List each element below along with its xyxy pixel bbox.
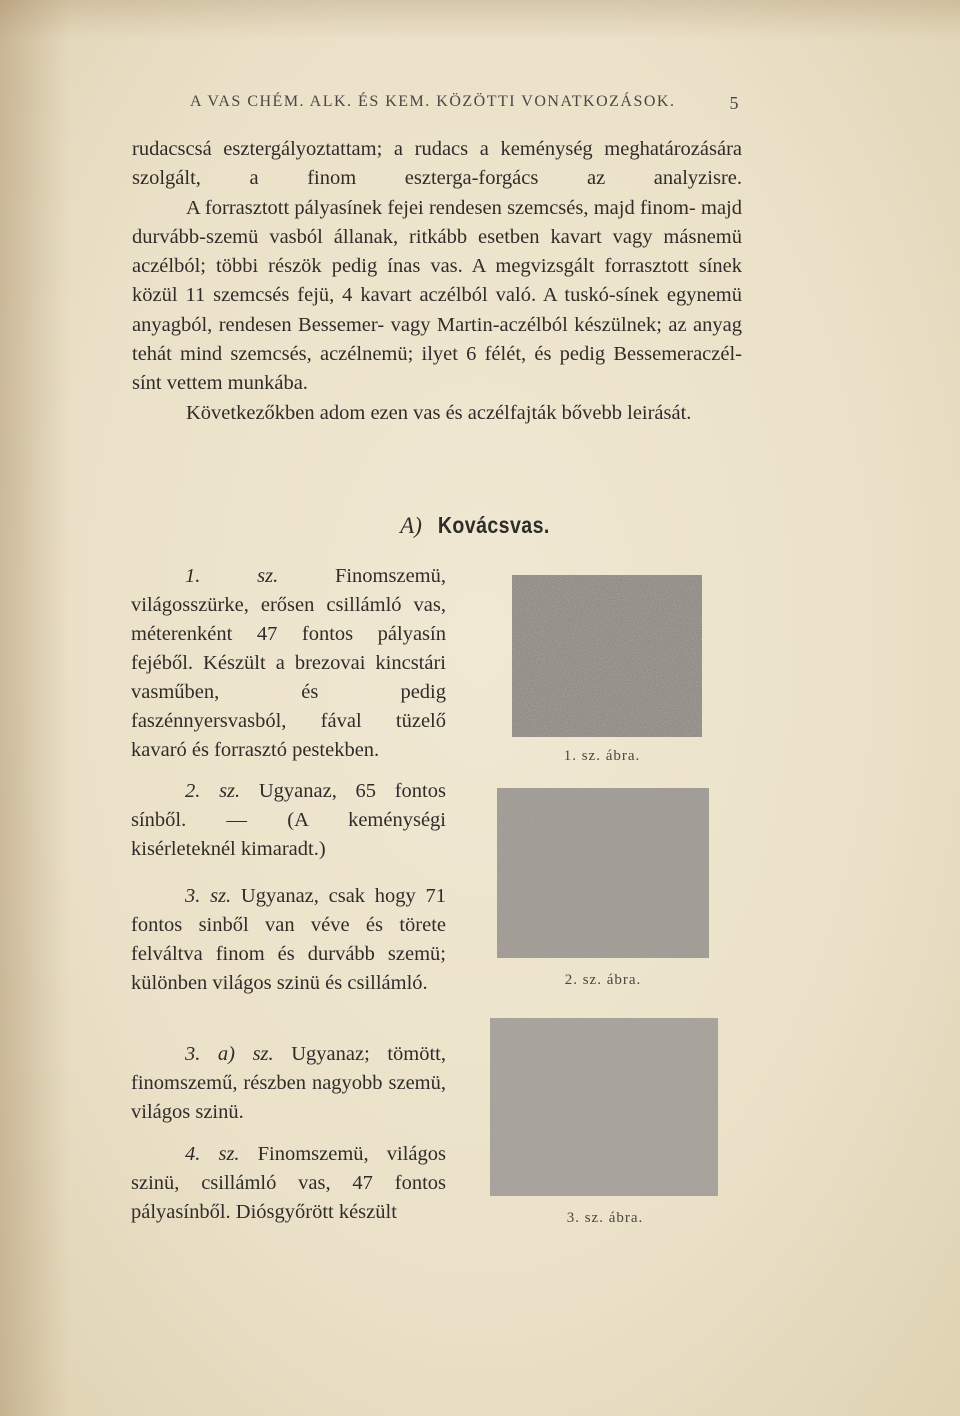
section-letter: A) — [400, 513, 422, 538]
item-number: 2. sz. — [185, 780, 241, 802]
figure-1-specimen-image — [512, 575, 702, 737]
item-text: Ugyanaz, 65 fontos sínből. — (A keménységi kisérleteknél kimaradt.) — [131, 780, 446, 860]
item-1 — [131, 562, 446, 765]
page-top-shadow — [0, 0, 960, 40]
item-number: 1. sz. — [185, 565, 279, 587]
figure-2-specimen-image — [497, 788, 709, 958]
figure-3-specimen-image — [490, 1018, 718, 1196]
item-text: Finomszemü, világos szinü, csillámló vas, 47 fontos pályasínből. Diósgyőrött készült — [131, 1143, 446, 1223]
item-text: Ugyanaz, csak hogy 71 fontos sinből van véve és törete felváltva finom és durvább szemü; különben világos szinü és csillámló. — [131, 885, 446, 994]
item-number: 3. a) sz. — [185, 1043, 274, 1065]
item-number: 4. sz. — [185, 1143, 240, 1165]
figure-2-caption: 2. sz. ábra. — [564, 972, 642, 988]
page-edge-shadow — [0, 0, 70, 1416]
section-title: Kovácsvas. — [438, 512, 550, 538]
figure-3-caption: 3. sz. ábra. — [566, 1210, 644, 1226]
intro-paragraph-2: A forrasztott pályasínek fejei rendesen szemcsés, majd finom- majd durvább-szemü vasból állanak, ritkább esetben kavart vagy másnemü aczélból; többi részök pedig ínas vas. A megvizsgált forrasztott sínek közül 11 szemcsés fejü, 4 kavart aczélból való. A tuskó-sínek egynemü anyagból, rendesen Bessemer- vagy Martin-aczélból készülnek; az anyag tehát mind szemcsés, aczélnemü; ilyet 6 félét, és pedig Bessemeraczél-sínt vettem munkába. — [132, 196, 742, 395]
page-number: 5 — [729, 93, 740, 113]
item-4 — [131, 1140, 446, 1227]
item-3 — [131, 882, 446, 998]
item-2 — [131, 777, 446, 864]
running-title: A VAS CHÉM. ALK. ÉS KEM. KÖZÖTTI VONATKOZÁSOK. — [190, 93, 676, 110]
section-heading — [0, 512, 960, 539]
item-number: 3. sz. — [185, 885, 232, 907]
intro-paragraph-1: rudacscsá esztergályoztattam; a rudacs a keménység meghatározására szolgált, a finom eszterga-forgács az analyzisre. — [132, 138, 742, 190]
intro-text — [132, 135, 742, 428]
figure-1-caption: 1. sz. ábra. — [563, 748, 641, 764]
item-3a — [131, 1040, 446, 1127]
intro-paragraph-3: Következőkben adom ezen vas és aczélfajták bővebb leirását. — [186, 401, 692, 424]
item-text: Finomszemü, világosszürke, erősen csillámló vas, méterenként 47 fontos pályasín fejéből. Készült a brezovai kincstári vasműben, és pedig faszénnyersvasból, fával tüzelő kavaró és forrasztó pestekben. — [131, 565, 446, 761]
running-header — [190, 93, 740, 117]
item-text: Ugyanaz; tömött, finomszemű, részben nagyobb szemü, világos szinü. — [131, 1043, 446, 1123]
